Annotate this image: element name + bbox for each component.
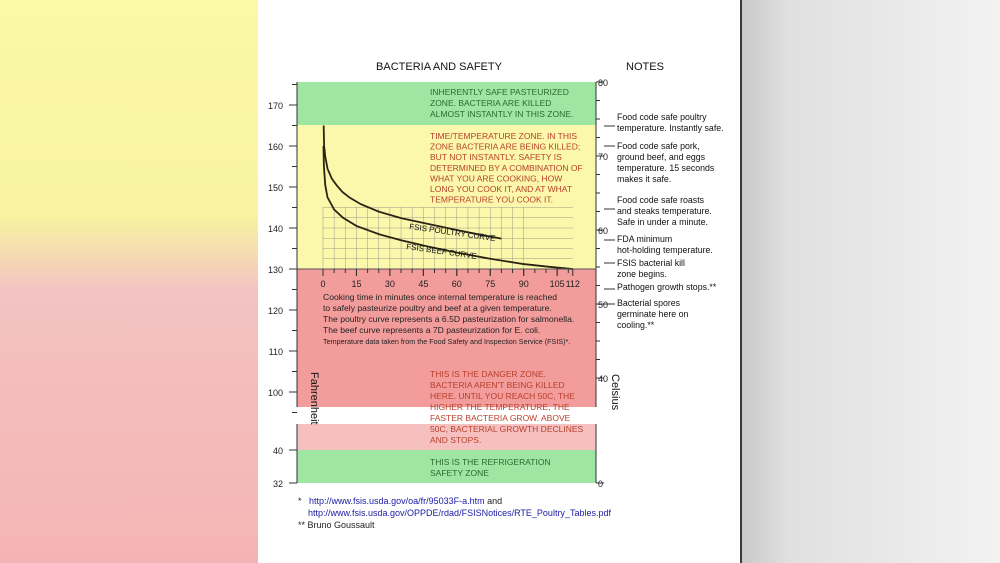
note-text: Food code safe poultry bbox=[617, 112, 707, 122]
note-text: FDA minimum bbox=[617, 234, 673, 244]
chart-title: BACTERIA AND SAFETY bbox=[376, 61, 502, 73]
zone-text-line: TEMPERATURE YOU COOK IT. bbox=[430, 194, 553, 205]
zone-text-line: ALMOST INSTANTLY IN THIS ZONE. bbox=[430, 109, 574, 119]
description-text bbox=[323, 292, 574, 346]
time-tick-label: 30 bbox=[384, 279, 395, 289]
celsius-tick-label: 50 bbox=[598, 300, 609, 310]
description-line: to safely pasteurize poultry and beef at a given temperature. bbox=[323, 303, 552, 313]
note-text: ground beef, and eggs bbox=[617, 152, 706, 162]
note-text: temperature. 15 seconds bbox=[617, 163, 715, 173]
fahrenheit-tick-label: 32 bbox=[272, 479, 283, 489]
poultry-curve-label: FSIS POULTRY CURVE bbox=[408, 222, 497, 244]
zone-text-line: BUT NOT INSTANTLY. SAFETY IS bbox=[430, 152, 562, 163]
zone-text-line: 50C, BACTERIAL GROWTH DECLINES bbox=[430, 424, 584, 434]
fahrenheit-tick-label: 100 bbox=[267, 388, 283, 398]
zone-text-line: SAFETY ZONE bbox=[430, 468, 489, 478]
time-tick-label: 112 bbox=[565, 279, 580, 289]
footnote-line-1 bbox=[298, 496, 502, 506]
zone-text-line: DETERMINED BY A COMBINATION OF bbox=[430, 162, 583, 173]
celsius-tick-label: 70 bbox=[598, 152, 609, 162]
zone-text-line: THIS IS THE REFRIGERATION bbox=[430, 457, 551, 467]
description-line: The beef curve represents a 7D pasteurization for E. coli. bbox=[323, 325, 541, 335]
note-text: Safe in under a minute. bbox=[617, 217, 708, 227]
zone-text-line: HIGHER THE TEMPERATURE, THE bbox=[430, 402, 570, 412]
zone-text-line: WHAT YOU ARE COOKING, HOW bbox=[430, 173, 563, 184]
zone-text-line: FASTER BACTERIA GROW. ABOVE bbox=[430, 413, 571, 423]
notes-title: NOTES bbox=[626, 61, 664, 73]
fahrenheit-tick-label: 170 bbox=[267, 101, 283, 111]
description-line: Cooking time in minutes once internal temperature is reached bbox=[323, 292, 558, 302]
description-line: Temperature data taken from the Food Safety and Inspection Service (FSIS)*. bbox=[323, 337, 571, 346]
note-text: hot-holding temperature. bbox=[617, 245, 713, 255]
zone-text-line: AND STOPS. bbox=[430, 435, 482, 445]
time-tick-label: 0 bbox=[320, 279, 326, 289]
note-text: germinate here on bbox=[617, 309, 689, 319]
note-text: Pathogen growth stops.** bbox=[617, 282, 717, 292]
fahrenheit-tick-label: 40 bbox=[272, 446, 283, 456]
zone-text-line: HERE. UNTIL YOU REACH 50C, THE bbox=[430, 391, 575, 401]
time-tick-label: 60 bbox=[451, 279, 462, 289]
note-text: Food code safe roasts bbox=[617, 195, 705, 205]
zone-text-line: ZONE. BACTERIA ARE KILLED bbox=[430, 98, 552, 108]
time-tick-label: 15 bbox=[351, 279, 362, 289]
celsius-tick-label: 80 bbox=[598, 78, 609, 88]
notes-list bbox=[604, 112, 724, 330]
zone-text-line: THIS IS THE DANGER ZONE. bbox=[430, 369, 547, 379]
time-tick-label: 45 bbox=[418, 279, 429, 289]
fahrenheit-tick-label: 110 bbox=[268, 347, 283, 357]
y-axis-label-fahrenheit: Fahrenheit bbox=[308, 372, 320, 425]
fahrenheit-tick-label: 160 bbox=[267, 142, 283, 152]
footnote-credit: ** Bruno Goussault bbox=[298, 520, 375, 530]
zone-text-line: LONG YOU COOK IT, AND AT WHAT bbox=[430, 184, 573, 194]
zone-text-line: BACTERIA AREN'T BEING KILLED bbox=[430, 380, 565, 390]
note-text: cooling.** bbox=[617, 320, 655, 330]
description-line: The poultry curve represents a 6.5D pasteurization for salmonella. bbox=[323, 314, 575, 324]
fahrenheit-tick-label: 150 bbox=[267, 183, 283, 193]
footnote-star: * bbox=[298, 496, 302, 506]
beef-curve-label: FSIS BEEF CURVE bbox=[405, 242, 478, 261]
time-tick-label: 90 bbox=[518, 279, 529, 289]
fahrenheit-tick-label: 130 bbox=[267, 265, 283, 275]
footnote-link-2[interactable]: http://www.fsis.usda.gov/OPPDE/rdad/FSISNotices/RTE_Poultry_Tables.pdf bbox=[308, 508, 611, 518]
note-text: zone begins. bbox=[617, 269, 667, 279]
note-text: Food code safe pork, bbox=[617, 141, 700, 151]
note-text: temperature. Instantly safe. bbox=[617, 123, 724, 133]
note-text: and steaks temperature. bbox=[617, 206, 712, 216]
fahrenheit-tick-label: 140 bbox=[267, 224, 283, 234]
celsius-tick-label: 60 bbox=[598, 226, 609, 236]
y-axis-label-celsius: Celsius bbox=[609, 374, 621, 411]
note-text: makes it safe. bbox=[617, 174, 672, 184]
fahrenheit-tick-label: 120 bbox=[267, 306, 283, 316]
zone-text-line: ZONE BACTERIA ARE BEING KILLED; bbox=[430, 141, 581, 152]
footnote-link-1[interactable]: http://www.fsis.usda.gov/oa/fr/95033F-a.htm bbox=[309, 496, 485, 506]
footnote-and: and bbox=[487, 496, 503, 506]
zone-text-line: INHERENTLY SAFE PASTEURIZED bbox=[430, 87, 569, 97]
celsius-tick-label: 0 bbox=[598, 479, 604, 489]
time-tick-label: 75 bbox=[485, 279, 496, 289]
time-tick-label: 105 bbox=[549, 279, 565, 289]
note-text: FSIS bacterial kill bbox=[617, 258, 685, 268]
celsius-tick-label: 40 bbox=[598, 374, 609, 384]
zone-text-line: TIME/TEMPERATURE ZONE. IN THIS bbox=[430, 131, 578, 141]
note-text: Bacterial spores bbox=[617, 298, 681, 308]
